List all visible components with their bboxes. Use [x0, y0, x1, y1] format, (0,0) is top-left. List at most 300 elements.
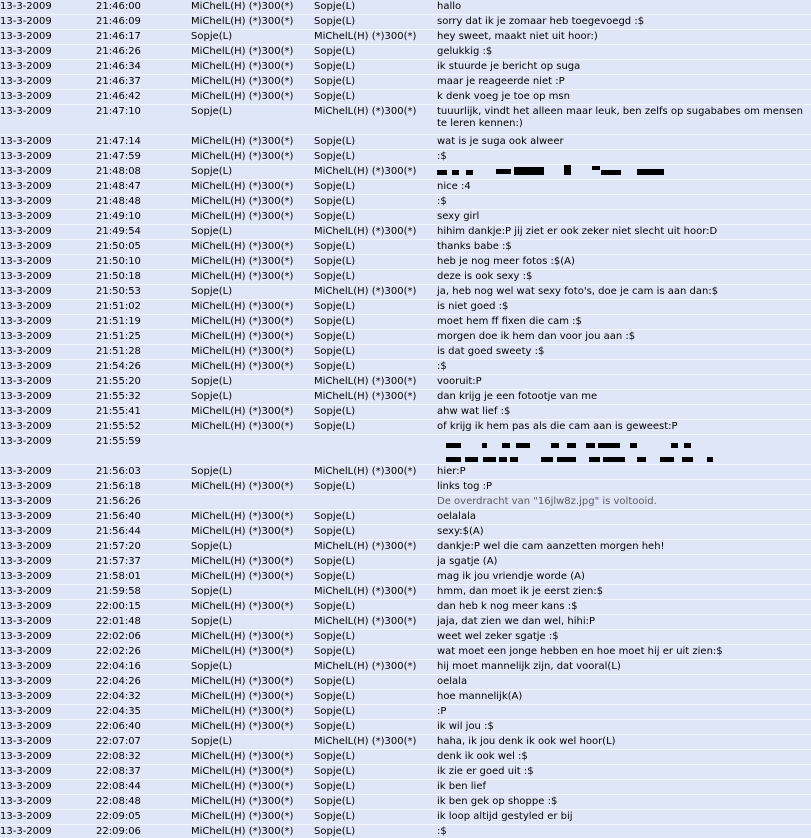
log-time: 21:47:10 [96, 106, 141, 117]
log-message: sorry dat ik je zomaar heb toegevoegd :$ [437, 16, 645, 27]
log-time: 21:50:18 [96, 271, 141, 282]
log-row [0, 585, 811, 600]
log-sender: Sopje(L) [191, 376, 233, 387]
log-row [0, 555, 811, 570]
log-sender: MiChelL(H) (*)300(*) [191, 76, 294, 87]
log-recipient: Sopje(L) [314, 1, 356, 12]
log-date: 13-3-2009 [0, 631, 52, 642]
log-date: 13-3-2009 [0, 151, 52, 162]
log-message: wat is je suga ook alweer [437, 136, 564, 147]
log-time: 21:55:32 [96, 391, 141, 402]
log-message: links tog :P [437, 481, 493, 492]
log-message: ik ben gek op shoppe :$ [437, 796, 558, 807]
log-row [0, 390, 811, 405]
log-sender: MiChelL(H) (*)300(*) [191, 631, 294, 642]
log-message: sexy girl [437, 211, 480, 222]
log-time: 21:48:48 [96, 196, 141, 207]
redaction-bar [465, 457, 478, 462]
log-date: 13-3-2009 [0, 511, 52, 522]
log-row [0, 330, 811, 345]
log-row [0, 570, 811, 585]
log-recipient: MiChelL(H) (*)300(*) [314, 226, 417, 237]
log-date: 13-3-2009 [0, 46, 52, 57]
log-message: tuuurlijk, vindt het alleen maar leuk, ben zelfs op sugababes om mensen te leren kennen:) [437, 106, 803, 129]
log-date: 13-3-2009 [0, 751, 52, 762]
log-row [0, 105, 811, 135]
log-message: dankje:P wel die cam aanzetten morgen heh! [437, 541, 665, 552]
log-sender: Sopje(L) [191, 736, 233, 747]
log-date: 13-3-2009 [0, 436, 52, 447]
log-sender: Sopje(L) [191, 616, 233, 627]
log-time: 22:09:06 [96, 826, 141, 837]
log-sender: Sopje(L) [191, 391, 233, 402]
log-message: oelalala [437, 511, 476, 522]
log-recipient: MiChelL(H) (*)300(*) [314, 286, 417, 297]
log-time: 21:46:00 [96, 1, 141, 12]
log-row [0, 210, 811, 225]
log-row [0, 735, 811, 750]
log-message: k denk voeg je toe op msn [437, 91, 570, 102]
log-sender: MiChelL(H) (*)300(*) [191, 571, 294, 582]
log-time: 22:08:37 [96, 766, 141, 777]
log-sender: MiChelL(H) (*)300(*) [191, 406, 294, 417]
log-recipient: Sopje(L) [314, 781, 356, 792]
log-recipient: Sopje(L) [314, 421, 356, 432]
log-time: 21:55:59 [96, 436, 141, 447]
log-recipient: MiChelL(H) (*)300(*) [314, 736, 417, 747]
log-time: 21:51:02 [96, 301, 141, 312]
log-time: 21:55:52 [96, 421, 141, 432]
log-sender: MiChelL(H) (*)300(*) [191, 811, 294, 822]
log-sender: MiChelL(H) (*)300(*) [191, 421, 294, 432]
log-row [0, 540, 811, 555]
redaction-bar [707, 457, 713, 462]
log-message: jaja, dat zien we dan wel, hihi:P [437, 616, 596, 627]
log-recipient: Sopje(L) [314, 796, 356, 807]
log-row [0, 750, 811, 765]
log-recipient: Sopje(L) [314, 346, 356, 357]
log-time: 22:08:44 [96, 781, 141, 792]
log-message: dan heb k nog meer kans :$ [437, 601, 578, 612]
log-message: ja sgatje (A) [437, 556, 498, 567]
log-time: 22:04:26 [96, 676, 141, 687]
log-date: 13-3-2009 [0, 256, 52, 267]
log-recipient: Sopje(L) [314, 331, 356, 342]
log-time: 21:48:08 [96, 166, 141, 177]
log-row [0, 675, 811, 690]
log-recipient: Sopje(L) [314, 211, 356, 222]
log-message: heb je nog meer fotos :$(A) [437, 256, 575, 267]
log-row [0, 690, 811, 705]
log-message: hallo [437, 1, 462, 12]
log-message: hoe mannelijk(A) [437, 691, 523, 702]
log-time: 21:56:26 [96, 496, 141, 507]
log-date: 13-3-2009 [0, 601, 52, 612]
log-recipient: Sopje(L) [314, 826, 356, 837]
log-row [0, 630, 811, 645]
log-sender: MiChelL(H) (*)300(*) [191, 271, 294, 282]
log-row [0, 795, 811, 810]
redaction-bar [446, 443, 461, 448]
log-time: 21:56:03 [96, 466, 141, 477]
log-row [0, 165, 811, 180]
log-time: 21:46:26 [96, 46, 141, 57]
log-date: 13-3-2009 [0, 616, 52, 627]
redaction-bar [682, 457, 693, 462]
log-sender: MiChelL(H) (*)300(*) [191, 181, 294, 192]
log-time: 22:04:35 [96, 706, 141, 717]
log-date: 13-3-2009 [0, 391, 52, 402]
log-row [0, 510, 811, 525]
log-sender: Sopje(L) [191, 661, 233, 672]
log-row [0, 405, 811, 420]
log-sender: MiChelL(H) (*)300(*) [191, 196, 294, 207]
log-date: 13-3-2009 [0, 181, 52, 192]
log-sender: MiChelL(H) (*)300(*) [191, 151, 294, 162]
log-time: 21:46:37 [96, 76, 141, 87]
log-recipient: MiChelL(H) (*)300(*) [314, 166, 417, 177]
log-sender: MiChelL(H) (*)300(*) [191, 556, 294, 567]
log-date: 13-3-2009 [0, 166, 52, 177]
log-time: 22:04:32 [96, 691, 141, 702]
redaction-bar [592, 166, 600, 170]
log-time: 22:01:48 [96, 616, 141, 627]
log-row [0, 765, 811, 780]
log-date: 13-3-2009 [0, 16, 52, 27]
log-sender: MiChelL(H) (*)300(*) [191, 256, 294, 267]
log-time: 21:49:10 [96, 211, 141, 222]
redaction-bar [510, 457, 518, 462]
log-sender: MiChelL(H) (*)300(*) [191, 676, 294, 687]
log-time: 22:00:15 [96, 601, 141, 612]
log-sender: MiChelL(H) (*)300(*) [191, 511, 294, 522]
log-row [0, 60, 811, 75]
log-row [0, 645, 811, 660]
log-sender: MiChelL(H) (*)300(*) [191, 361, 294, 372]
log-message: of krijg ik hem pas als die cam aan is geweest:P [437, 421, 678, 432]
log-time: 21:46:17 [96, 31, 141, 42]
log-message: sexy:$(A) [437, 526, 484, 537]
log-row [0, 270, 811, 285]
log-recipient: MiChelL(H) (*)300(*) [314, 376, 417, 387]
log-recipient: Sopje(L) [314, 361, 356, 372]
log-message: thanks babe :$ [437, 241, 512, 252]
log-sender: MiChelL(H) (*)300(*) [191, 61, 294, 72]
log-sender: MiChelL(H) (*)300(*) [191, 826, 294, 837]
log-recipient: Sopje(L) [314, 406, 356, 417]
log-time: 21:47:59 [96, 151, 141, 162]
log-time: 21:50:53 [96, 286, 141, 297]
log-message: ik ben lief [437, 781, 486, 792]
log-row [0, 255, 811, 270]
log-message: morgen doe ik hem dan voor jou aan :$ [437, 331, 636, 342]
redaction-bar [466, 170, 473, 175]
log-recipient: Sopje(L) [314, 811, 356, 822]
log-recipient: Sopje(L) [314, 301, 356, 312]
log-sender: MiChelL(H) (*)300(*) [191, 601, 294, 612]
log-time: 22:06:40 [96, 721, 141, 732]
log-date: 13-3-2009 [0, 586, 52, 597]
log-date: 13-3-2009 [0, 76, 52, 87]
log-time: 21:51:28 [96, 346, 141, 357]
log-date: 13-3-2009 [0, 826, 52, 837]
log-time: 21:47:14 [96, 136, 141, 147]
redaction-bar [671, 443, 678, 448]
log-recipient: Sopje(L) [314, 676, 356, 687]
log-date: 13-3-2009 [0, 196, 52, 207]
log-date: 13-3-2009 [0, 286, 52, 297]
log-row [0, 375, 811, 390]
log-date: 13-3-2009 [0, 691, 52, 702]
redaction-bar [496, 169, 511, 174]
log-date: 13-3-2009 [0, 661, 52, 672]
log-time: 21:56:18 [96, 481, 141, 492]
log-time: 21:50:05 [96, 241, 141, 252]
redaction-bar [516, 443, 530, 448]
log-date: 13-3-2009 [0, 226, 52, 237]
log-sender: MiChelL(H) (*)300(*) [191, 646, 294, 657]
log-sender: MiChelL(H) (*)300(*) [191, 691, 294, 702]
log-recipient: Sopje(L) [314, 511, 356, 522]
redaction-bar [637, 457, 646, 462]
log-message: denk ik ook wel :$ [437, 751, 528, 762]
log-message: oelala [437, 676, 468, 687]
log-recipient: Sopje(L) [314, 556, 356, 567]
log-date: 13-3-2009 [0, 466, 52, 477]
log-sender: MiChelL(H) (*)300(*) [191, 706, 294, 717]
log-message: :P [437, 706, 447, 717]
log-time: 21:51:19 [96, 316, 141, 327]
log-time: 22:09:05 [96, 811, 141, 822]
log-message: :$ [437, 361, 447, 372]
log-time: 22:02:26 [96, 646, 141, 657]
log-recipient: MiChelL(H) (*)300(*) [314, 616, 417, 627]
log-message: hmm, dan moet ik je eerst zien:$ [437, 586, 604, 597]
log-time: 21:46:09 [96, 16, 141, 27]
log-recipient: Sopje(L) [314, 16, 356, 27]
log-sender: MiChelL(H) (*)300(*) [191, 766, 294, 777]
log-sender: MiChelL(H) (*)300(*) [191, 781, 294, 792]
log-recipient: Sopje(L) [314, 136, 356, 147]
log-row [0, 315, 811, 330]
log-recipient: Sopje(L) [314, 151, 356, 162]
log-message: maar je reageerde niet :P [437, 76, 565, 87]
log-date: 13-3-2009 [0, 811, 52, 822]
log-date: 13-3-2009 [0, 376, 52, 387]
redaction-bar [586, 443, 595, 448]
log-row [0, 180, 811, 195]
log-row [0, 45, 811, 60]
log-recipient: Sopje(L) [314, 91, 356, 102]
log-recipient: Sopje(L) [314, 481, 356, 492]
log-sender: MiChelL(H) (*)300(*) [191, 1, 294, 12]
log-message: :$ [437, 196, 447, 207]
redaction-bar [452, 170, 459, 175]
log-message: nice :4 [437, 181, 471, 192]
log-recipient: MiChelL(H) (*)300(*) [314, 541, 417, 552]
log-row [0, 0, 811, 15]
log-row [0, 615, 811, 630]
log-message: ja, heb nog wel wat sexy foto's, doe je cam is aan dan:$ [437, 286, 719, 297]
log-message: ik loop altijd gestyled er bij [437, 811, 573, 822]
log-row [0, 300, 811, 315]
log-time: 21:50:10 [96, 256, 141, 267]
log-row [0, 465, 811, 480]
log-sender: Sopje(L) [191, 226, 233, 237]
log-recipient: Sopje(L) [314, 601, 356, 612]
log-recipient: Sopje(L) [314, 571, 356, 582]
redaction-bar [603, 457, 613, 462]
redaction-bar [541, 457, 553, 462]
log-message: hihim dankje:P jij ziet er ook zeker niet slecht uit hoor:D [437, 226, 718, 237]
log-date: 13-3-2009 [0, 706, 52, 717]
log-date: 13-3-2009 [0, 106, 52, 117]
log-recipient: MiChelL(H) (*)300(*) [314, 31, 417, 42]
log-message: wat moet een jonge hebben en hoe moet hij er uit zien:$ [437, 646, 723, 657]
log-sender: Sopje(L) [191, 166, 233, 177]
log-sender: MiChelL(H) (*)300(*) [191, 526, 294, 537]
redaction-bar [601, 170, 621, 175]
log-message: ik zie er goed uit :$ [437, 766, 534, 777]
log-date: 13-3-2009 [0, 61, 52, 72]
log-date: 13-3-2009 [0, 31, 52, 42]
log-row [0, 15, 811, 30]
log-date: 13-3-2009 [0, 766, 52, 777]
redaction-bar [557, 457, 576, 462]
log-row [0, 660, 811, 675]
log-date: 13-3-2009 [0, 481, 52, 492]
log-row [0, 345, 811, 360]
log-row [0, 780, 811, 795]
log-time: 21:54:26 [96, 361, 141, 372]
log-recipient: Sopje(L) [314, 241, 356, 252]
log-message: moet hem ff fixen die cam :$ [437, 316, 582, 327]
log-date: 13-3-2009 [0, 136, 52, 147]
log-sender: MiChelL(H) (*)300(*) [191, 751, 294, 762]
log-time: 21:56:40 [96, 511, 141, 522]
log-time: 22:07:07 [96, 736, 141, 747]
log-date: 13-3-2009 [0, 676, 52, 687]
log-time: 21:55:41 [96, 406, 141, 417]
log-sender: Sopje(L) [191, 466, 233, 477]
log-date: 13-3-2009 [0, 646, 52, 657]
log-sender: Sopje(L) [191, 286, 233, 297]
log-recipient: Sopje(L) [314, 271, 356, 282]
redaction-bar [630, 443, 637, 448]
log-row [0, 825, 811, 838]
log-time: 21:46:42 [96, 91, 141, 102]
log-sender: MiChelL(H) (*)300(*) [191, 211, 294, 222]
log-date: 13-3-2009 [0, 541, 52, 552]
log-recipient: Sopje(L) [314, 646, 356, 657]
log-date: 13-3-2009 [0, 316, 52, 327]
log-message: dan krijg je een fotootje van me [437, 391, 598, 402]
log-message: is niet goed :$ [437, 301, 509, 312]
redaction-bar [613, 457, 625, 462]
log-date: 13-3-2009 [0, 361, 52, 372]
log-message: hier:P [437, 466, 466, 477]
log-time: 21:46:34 [96, 61, 141, 72]
log-time: 22:08:48 [96, 796, 141, 807]
log-message: gelukkig :$ [437, 46, 493, 57]
log-row [0, 150, 811, 165]
log-row [0, 360, 811, 375]
log-recipient: Sopje(L) [314, 691, 356, 702]
log-recipient: MiChelL(H) (*)300(*) [314, 586, 417, 597]
log-message: haha, ik jou denk ik ook wel hoor(L) [437, 736, 616, 747]
log-row [0, 285, 811, 300]
log-row [0, 195, 811, 210]
redaction-bar [660, 457, 674, 462]
log-date: 13-3-2009 [0, 526, 52, 537]
log-message: De overdracht van "16jlw8z.jpg" is voltooid. [437, 496, 657, 507]
log-row [0, 90, 811, 105]
redaction-bar [598, 443, 620, 448]
redaction-bar [564, 165, 571, 175]
log-sender: MiChelL(H) (*)300(*) [191, 721, 294, 732]
redaction-bar [499, 457, 507, 462]
log-date: 13-3-2009 [0, 1, 52, 12]
log-sender: MiChelL(H) (*)300(*) [191, 316, 294, 327]
log-date: 13-3-2009 [0, 301, 52, 312]
log-sender: Sopje(L) [191, 31, 233, 42]
log-sender: MiChelL(H) (*)300(*) [191, 331, 294, 342]
log-time: 21:58:01 [96, 571, 141, 582]
log-time: 21:56:44 [96, 526, 141, 537]
log-recipient: Sopje(L) [314, 751, 356, 762]
log-sender: MiChelL(H) (*)300(*) [191, 796, 294, 807]
redaction-bar [482, 443, 487, 448]
log-row [0, 240, 811, 255]
log-recipient: MiChelL(H) (*)300(*) [314, 661, 417, 672]
log-sender: MiChelL(H) (*)300(*) [191, 346, 294, 357]
redaction-bar [514, 167, 544, 175]
log-message: :$ [437, 151, 447, 162]
log-recipient: Sopje(L) [314, 706, 356, 717]
log-recipient: Sopje(L) [314, 181, 356, 192]
redaction-bar [483, 457, 496, 462]
log-row [0, 480, 811, 495]
log-row [0, 525, 811, 540]
log-row [0, 420, 811, 435]
log-recipient: Sopje(L) [314, 76, 356, 87]
log-row [0, 705, 811, 720]
log-time: 21:59:58 [96, 586, 141, 597]
log-row [0, 810, 811, 825]
log-time: 22:02:06 [96, 631, 141, 642]
log-row [0, 720, 811, 735]
log-sender: MiChelL(H) (*)300(*) [191, 481, 294, 492]
log-sender: Sopje(L) [191, 541, 233, 552]
log-row [0, 495, 811, 510]
log-date: 13-3-2009 [0, 211, 52, 222]
log-message: weet wel zeker sgatje :$ [437, 631, 559, 642]
redaction-bar [567, 443, 576, 448]
log-time: 21:48:47 [96, 181, 141, 192]
log-row [0, 225, 811, 240]
log-time: 21:51:25 [96, 331, 141, 342]
log-sender: MiChelL(H) (*)300(*) [191, 241, 294, 252]
log-date: 13-3-2009 [0, 571, 52, 582]
redaction-bar [502, 443, 510, 448]
log-sender: MiChelL(H) (*)300(*) [191, 16, 294, 27]
log-sender: MiChelL(H) (*)300(*) [191, 46, 294, 57]
log-recipient: MiChelL(H) (*)300(*) [314, 106, 417, 117]
log-sender: Sopje(L) [191, 586, 233, 597]
log-time: 21:55:20 [96, 376, 141, 387]
log-message: :$ [437, 826, 447, 837]
log-recipient: Sopje(L) [314, 631, 356, 642]
